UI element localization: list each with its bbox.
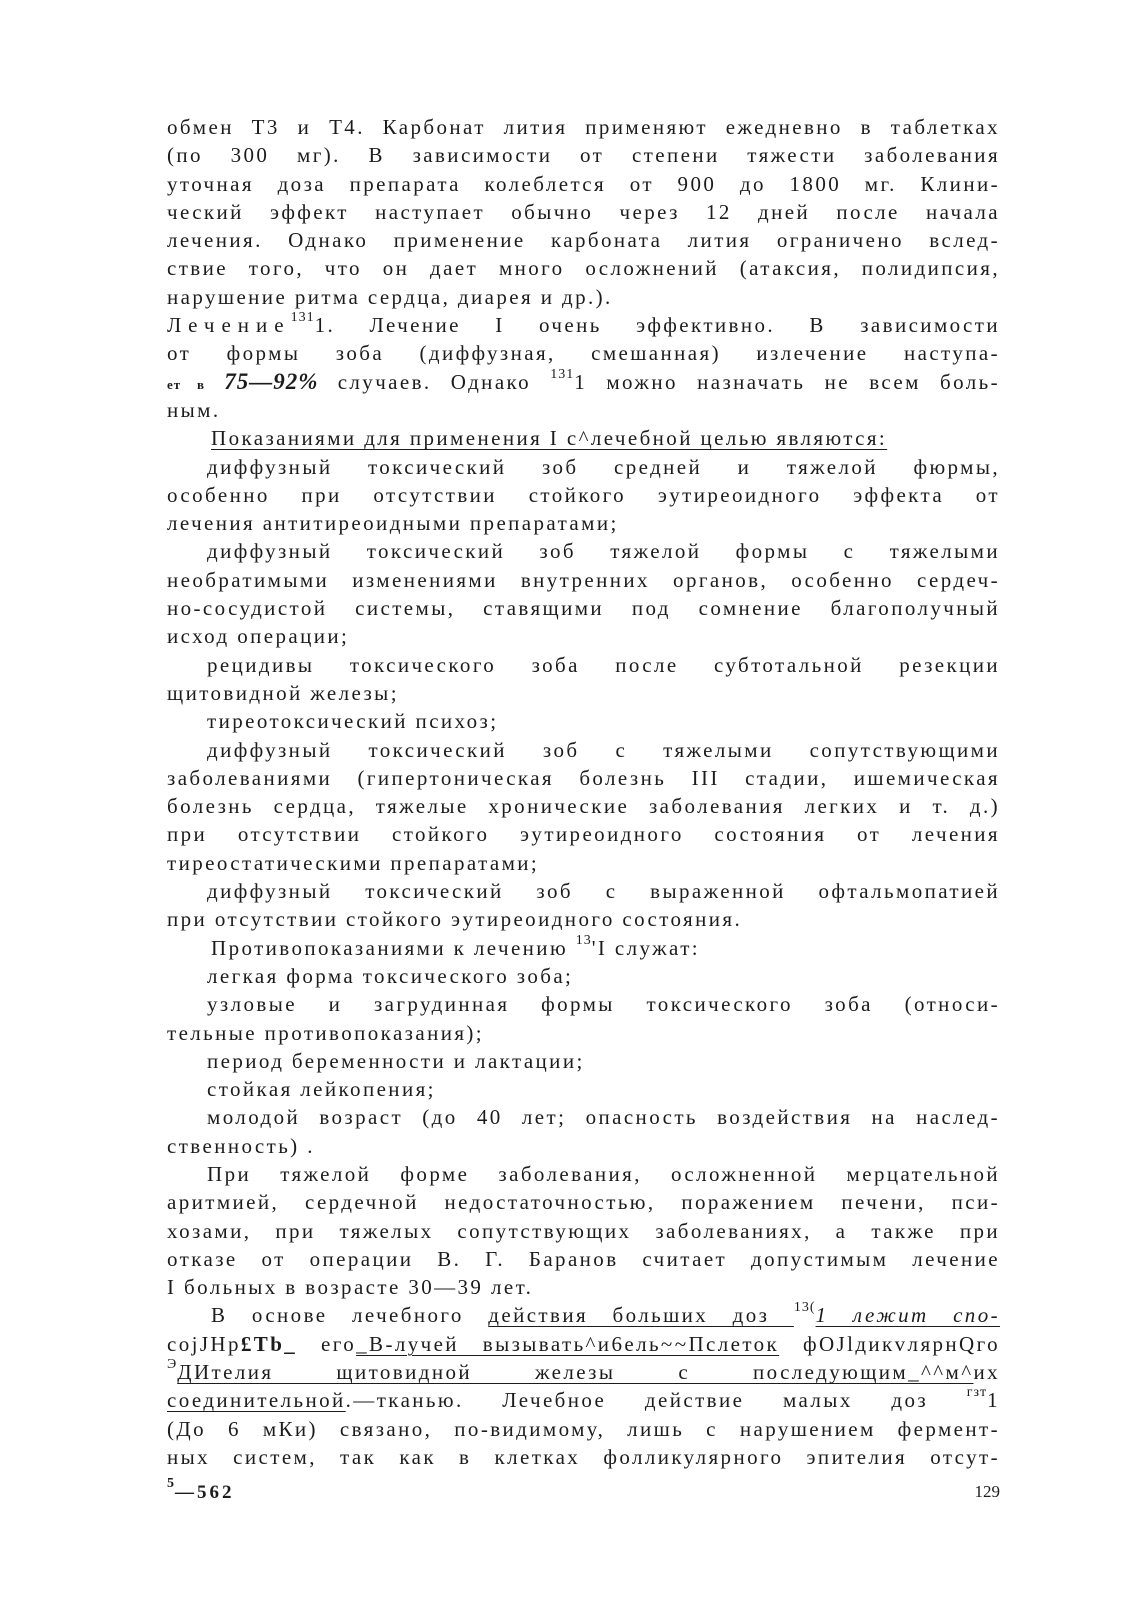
garbled-superscript: гзт <box>966 1385 988 1401</box>
text-line: (До 6 мКи) связано, по-видимому, лишь с нарушением фермент- <box>167 1416 1000 1441</box>
text-line <box>167 1301 1000 1329</box>
page-footer <box>167 1478 1000 1508</box>
isotope-superscript: 13 <box>575 932 592 948</box>
percent-value: 75—92% <box>224 368 319 394</box>
text-line: отказе от операции В. Г. Баранов считает допустимым лечение <box>167 1246 1000 1271</box>
garbled-run: _B-лучей вызывать^и6ель~~Пслеток <box>356 1331 780 1356</box>
text-line <box>167 1330 1000 1358</box>
text-run: 1. Лечение I очень эффективно. В зависимости <box>314 313 1000 338</box>
indications-list <box>167 453 1000 934</box>
text-line: ствие того, что он дает много осложнений (атаксия, полидипсия, <box>167 256 1000 281</box>
text-line: но-сосудистой системы, ставящими под сомнение благополучный <box>167 596 1000 621</box>
isotope-superscript: 13( <box>793 1300 816 1316</box>
text-run: 'I служат: <box>591 935 701 960</box>
text-run: .—тканью. Лечебное действие малых доз <box>345 1388 967 1413</box>
text-line: заболеваниями (гипертоническая болезнь III стадии, ишемическая <box>167 765 1000 790</box>
garbled-run: £Tb_ <box>240 1331 298 1356</box>
text-line <box>167 1386 1000 1414</box>
run-in-heading: Лечение <box>167 313 291 338</box>
text-line: диффузный токсический зоб с тяжелыми сопутствующими <box>207 737 1000 762</box>
text-run: ет в <box>167 376 206 392</box>
text-line: исход операции; <box>167 624 350 649</box>
text-line: болезнь сердца, тяжелые хронические заболевания легких и т. д.) <box>167 794 1000 819</box>
text-line: необратимыми изменениями внутренних органов, особенно сердеч- <box>167 567 1000 592</box>
garbled-run: cojJHp <box>167 1331 241 1356</box>
text-line: обмен Т3 и Т4. Карбонат лития применяют ежедневно в таблетках <box>167 115 1000 139</box>
text-line: тиреостатическими препаратами; <box>167 850 540 875</box>
text-line: рецидивы токсического зоба после субтотальной резекции <box>207 652 1000 677</box>
text-run: его <box>297 1331 357 1356</box>
text-line: стойкая лейкопения; <box>207 1077 436 1102</box>
indications-heading: Показаниями для применения I с^лечебной целью являются: <box>211 426 888 451</box>
isotope-superscript: 131 <box>550 366 575 382</box>
text-run: В основе лечебного <box>211 1303 489 1328</box>
contraindications-list <box>167 962 1000 1302</box>
text-line <box>167 311 1000 339</box>
section-heading <box>167 424 1000 452</box>
page-text <box>167 113 1000 1471</box>
text-run: действия больших доз <box>488 1303 794 1328</box>
text-line: хозами, при тяжелых сопутствующих заболеваниях, а также при <box>167 1218 1000 1243</box>
text-line: диффузный токсический зоб тяжелой формы с тяжелыми <box>207 539 1000 564</box>
text-line: лечения. Однако применение карбоната лития ограничено вслед- <box>167 228 1000 253</box>
text-line: тельные противопоказания); <box>167 1020 485 1045</box>
text-line: при отсутствии стойкого эутиреоидного состояния. <box>167 907 743 932</box>
text-line: тиреотоксический психоз; <box>207 709 499 734</box>
isotope-superscript: 131 <box>290 310 315 326</box>
text-line: ных систем, так как в клетках фолликулярного эпителия отсут- <box>167 1444 1000 1469</box>
text-run: случаев. Однако <box>318 369 551 394</box>
text-line: период беременности и лактации; <box>207 1048 585 1073</box>
paragraph-lithium <box>167 113 1000 311</box>
text-run: 1 лежит спо- <box>815 1303 1001 1328</box>
section-heading <box>167 934 1000 962</box>
contraindications-heading: Противопоказаниями к лечению <box>211 935 576 960</box>
text-line: ственность) . <box>167 1133 315 1158</box>
garbled-superscript: Э <box>167 1357 178 1373</box>
text-run: 1 <box>987 1388 1000 1413</box>
text-line: диффузный токсический зоб средней и тяжелой фюрмы, <box>207 454 1000 479</box>
text-line <box>167 368 1000 396</box>
text-line: от формы зоба (диффузная, смешанная) излечение наступа- <box>167 341 1000 366</box>
text-line: ным. <box>167 397 221 422</box>
signature-superscript: 5 <box>167 1476 175 1491</box>
text-line <box>167 1358 1000 1386</box>
text-run: 1 можно назначать не всем боль- <box>574 369 1000 394</box>
text-line: (по 300 мг). В зависимости от степени тяжести заболевания <box>167 143 1000 168</box>
text-run: соединительной <box>167 1388 346 1413</box>
text-line: узловые и загрудинная формы токсического зоба (относи- <box>207 992 1000 1017</box>
text-line: особенно при отсутствии стойкого эутиреоидного эффекта от <box>167 482 1000 507</box>
text-line: лечения антитиреоидными препаратами; <box>167 511 619 536</box>
text-line: легкая форма токсического зоба; <box>207 963 574 988</box>
text-line: уточная доза препарата колеблется от 900 до 1800 мг. Клини- <box>167 171 1000 196</box>
text-line: при отсутствии стойкого эутиреоидного состояния от лечения <box>167 822 1000 847</box>
page-number: 129 <box>974 1482 1000 1501</box>
printer-signature <box>167 1476 235 1504</box>
text-line: молодой возраст (до 40 лет; опасность воздействия на наслед- <box>207 1105 1000 1130</box>
garbled-run: ДИтелия щитовидной железы с последующим_^^м^ <box>177 1360 974 1385</box>
text-run: их <box>973 1360 1000 1385</box>
garbled-run: фOJlдикvлярнQго <box>779 1331 1000 1356</box>
text-line: диффузный токсический зоб с выраженной офтальмопатией <box>207 879 1000 904</box>
text-line: нарушение ритма сердца, диарея и др.). <box>167 284 613 309</box>
signature-mark: —562 <box>175 1482 235 1503</box>
text-line: I больных в возрасте 30—39 лет. <box>167 1275 534 1300</box>
text-line: щитовидной железы; <box>167 680 399 705</box>
text-line: аритмией, сердечной недостаточностью, поражением печени, пси- <box>167 1190 1000 1215</box>
text-line: При тяжелой форме заболевания, осложненной мерцательной <box>207 1161 1000 1186</box>
text-line: ческий эффект наступает обычно через 12 дней после начала <box>167 199 1000 224</box>
